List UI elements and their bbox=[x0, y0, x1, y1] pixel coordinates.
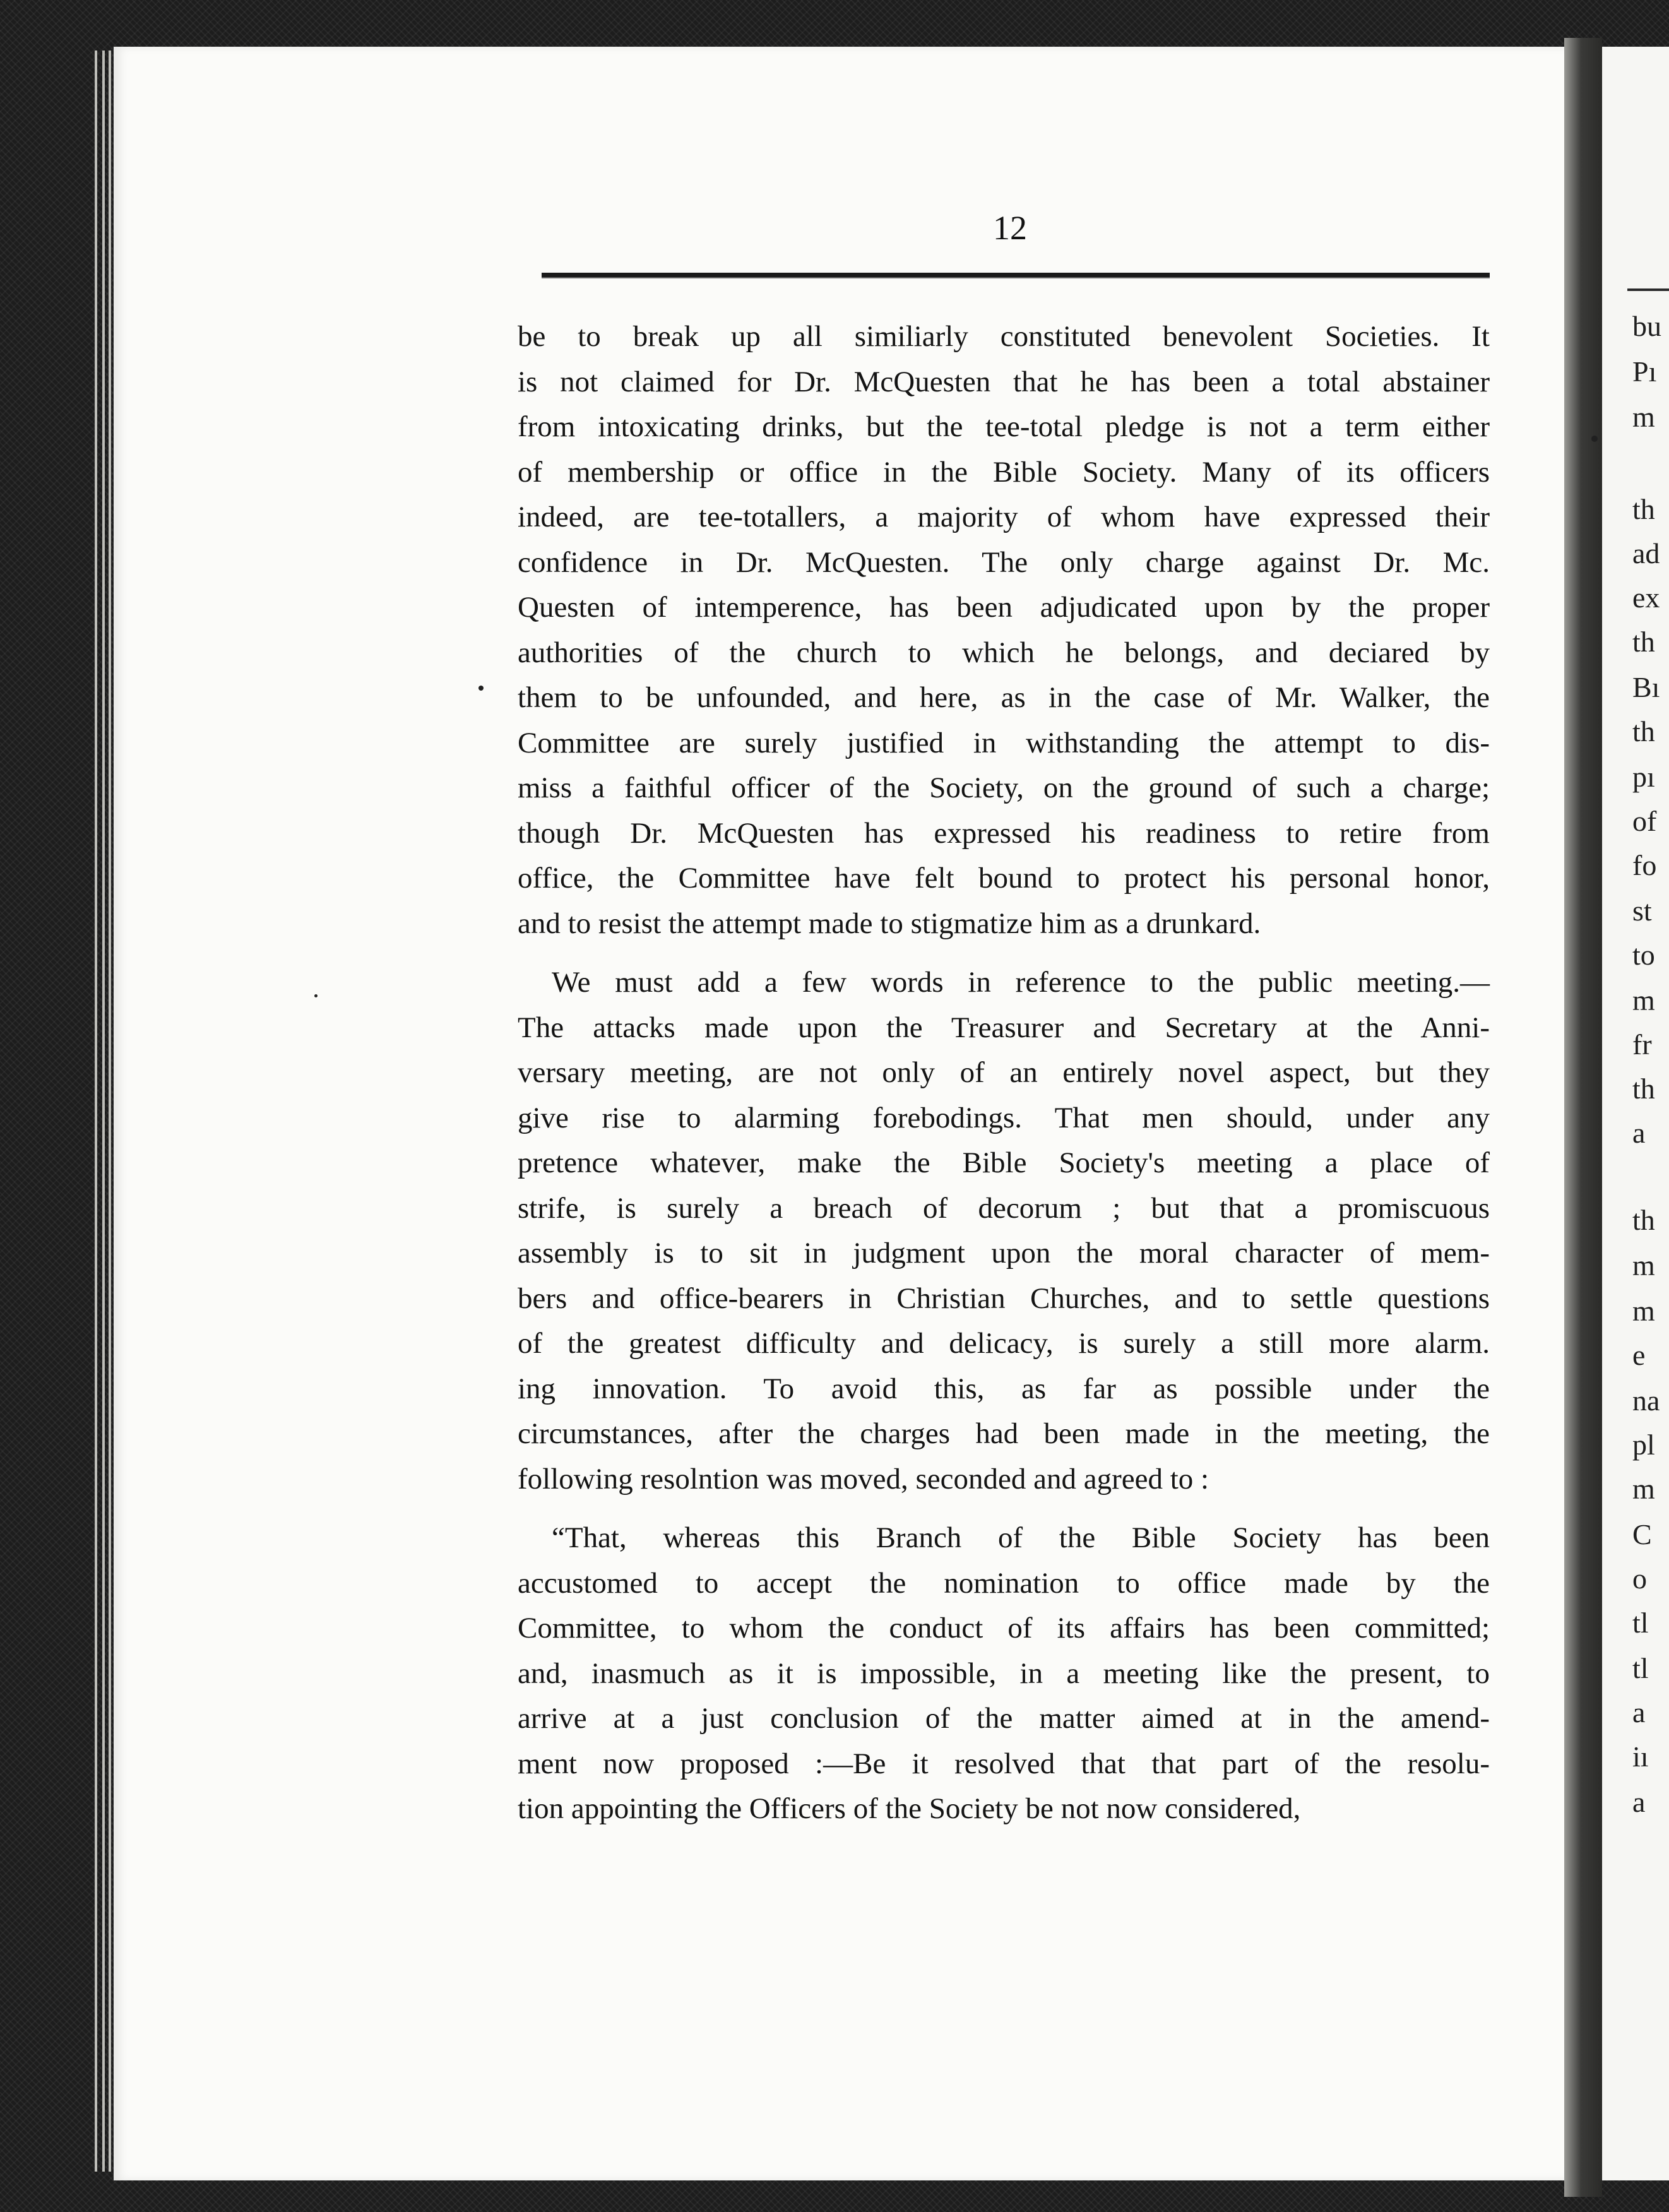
adjacent-page-fragment: iı bbox=[1632, 1740, 1649, 1773]
text-line: indeed, are tee-totallers, a majority of whom have expressed their bbox=[518, 501, 1490, 533]
adjacent-page-edge bbox=[1602, 47, 1669, 2180]
text-line: We must add a few words in reference to the public meeting.— bbox=[552, 966, 1490, 999]
page-body-text bbox=[518, 314, 1490, 1832]
adjacent-page-fragment: of bbox=[1632, 805, 1657, 837]
adjacent-page-fragment: m bbox=[1632, 401, 1655, 433]
text-line: ing innovation. To avoid this, as far as possible under the bbox=[518, 1372, 1490, 1405]
text-line: versary meeting, are not only of an entirely novel aspect, but they bbox=[518, 1056, 1490, 1089]
adjacent-page-fragment: a bbox=[1632, 1786, 1646, 1818]
text-line: Questen of intemperence, has been adjudicated upon by the proper bbox=[518, 591, 1490, 624]
page-number: 12 bbox=[993, 209, 1027, 247]
text-line: office, the Committee have felt bound to protect his personal honor, bbox=[518, 862, 1490, 895]
adjacent-page-fragment: na bbox=[1632, 1384, 1660, 1417]
text-line: following resolntion was moved, seconded and agreed to : bbox=[518, 1462, 1209, 1495]
paragraph bbox=[518, 960, 1490, 1502]
adjacent-page-fragment: e bbox=[1632, 1339, 1646, 1371]
text-line: is not claimed for Dr. McQuesten that he has been a total abstainer bbox=[518, 365, 1490, 398]
adjacent-page-fragment: Pı bbox=[1632, 355, 1657, 388]
adjacent-page-fragment: m bbox=[1632, 1295, 1655, 1327]
text-line: be to break up all similiarly constituted benevolent Societies. It bbox=[518, 320, 1490, 353]
text-line: confidence in Dr. McQuesten. The only charge against Dr. Mc. bbox=[518, 545, 1490, 579]
paragraph bbox=[518, 314, 1490, 946]
adjacent-page-fragment: th bbox=[1632, 493, 1655, 525]
adjacent-page-fragment: th bbox=[1632, 1204, 1655, 1236]
text-line: tion appointing the Officers of the Society be not now considered, bbox=[518, 1792, 1301, 1825]
page-edge bbox=[102, 51, 105, 2172]
text-line: pretence whatever, make the Bible Society's meeting a place of bbox=[518, 1146, 1490, 1179]
text-line: give rise to alarming forebodings. That men should, under any bbox=[518, 1101, 1490, 1134]
adjacent-page-fragment: tl bbox=[1632, 1652, 1649, 1684]
text-line: of membership or office in the Bible Society. Many of its officers bbox=[518, 455, 1490, 489]
paragraph bbox=[518, 1516, 1490, 1832]
text-line: The attacks made upon the Treasurer and Secretary at the Anni- bbox=[518, 1011, 1490, 1044]
text-line: ment now proposed :—Be it resolved that that part of the resolu- bbox=[518, 1747, 1490, 1780]
adjacent-page-fragment: bu bbox=[1632, 310, 1661, 342]
adjacent-page-fragment: fr bbox=[1632, 1028, 1652, 1061]
text-line: miss a faithful officer of the Society, on the ground of such a charge; bbox=[518, 771, 1490, 804]
text-line: from intoxicating drinks, but the tee-total pledge is not a term either bbox=[518, 410, 1490, 443]
adjacent-page-fragment: to bbox=[1632, 939, 1655, 971]
adjacent-page-fragment: pı bbox=[1632, 761, 1655, 793]
text-line: “That, whereas this Branch of the Bible Society has been bbox=[552, 1521, 1490, 1554]
text-line: Committee are surely justified in withstanding the attempt to dis- bbox=[518, 726, 1490, 759]
text-line: strife, is surely a breach of decorum ; but that a promiscuous bbox=[518, 1191, 1490, 1225]
adjacent-page-fragment: th bbox=[1632, 626, 1655, 658]
adjacent-page-rule bbox=[1627, 288, 1669, 291]
adjacent-page-fragment: tl bbox=[1632, 1607, 1649, 1639]
text-line: and to resist the attempt made to stigmatize him as a drunkard. bbox=[518, 907, 1261, 940]
text-line: arrive at a just conclusion of the matter aimed at in the amend- bbox=[518, 1702, 1490, 1735]
adjacent-page-fragment: C bbox=[1632, 1518, 1652, 1550]
adjacent-page-fragment: m bbox=[1632, 984, 1655, 1016]
text-line: accustomed to accept the nomination to office made by the bbox=[518, 1566, 1490, 1600]
scan-speck bbox=[1591, 436, 1598, 442]
text-line: authorities of the church to which he belongs, and deciared by bbox=[518, 636, 1490, 669]
text-line: bers and office-bearers in Christian Churches, and to settle questions bbox=[518, 1281, 1490, 1315]
adjacent-page-fragment: m bbox=[1632, 1249, 1655, 1281]
text-line: assembly is to sit in judgment upon the moral character of mem- bbox=[518, 1237, 1490, 1270]
text-line: of the greatest difficulty and delicacy, is surely a still more alarm. bbox=[518, 1327, 1490, 1360]
adjacent-page-fragment: ex bbox=[1632, 581, 1660, 614]
adjacent-page-fragment: m bbox=[1632, 1473, 1655, 1505]
adjacent-page-fragment: a bbox=[1632, 1117, 1646, 1149]
header-rule bbox=[542, 273, 1490, 278]
scan-speck bbox=[314, 994, 318, 997]
page-edge bbox=[95, 51, 97, 2172]
text-line: them to be unfounded, and here, as in the case of Mr. Walker, the bbox=[518, 681, 1490, 714]
text-line: though Dr. McQuesten has expressed his readiness to retire from bbox=[518, 816, 1490, 850]
book-spine bbox=[1564, 38, 1602, 2197]
adjacent-page-fragment: Bı bbox=[1632, 671, 1660, 703]
adjacent-page-fragment: fo bbox=[1632, 849, 1657, 881]
scan-speck bbox=[478, 686, 484, 691]
page-edge bbox=[109, 51, 111, 2172]
text-line: and, inasmuch as it is impossible, in a meeting like the present, to bbox=[518, 1656, 1490, 1690]
adjacent-page-fragment: pl bbox=[1632, 1429, 1655, 1461]
adjacent-page-fragment: th bbox=[1632, 1073, 1655, 1105]
adjacent-page-fragment: st bbox=[1632, 895, 1652, 927]
text-line: Committee, to whom the conduct of its affairs has been committed; bbox=[518, 1612, 1490, 1644]
adjacent-page-fragment: th bbox=[1632, 715, 1655, 747]
adjacent-page-fragment: o bbox=[1632, 1562, 1647, 1595]
adjacent-page-fragment: a bbox=[1632, 1696, 1646, 1728]
text-line: circumstances, after the charges had been made in the meeting, the bbox=[518, 1417, 1490, 1450]
adjacent-page-fragment: ad bbox=[1632, 537, 1660, 569]
